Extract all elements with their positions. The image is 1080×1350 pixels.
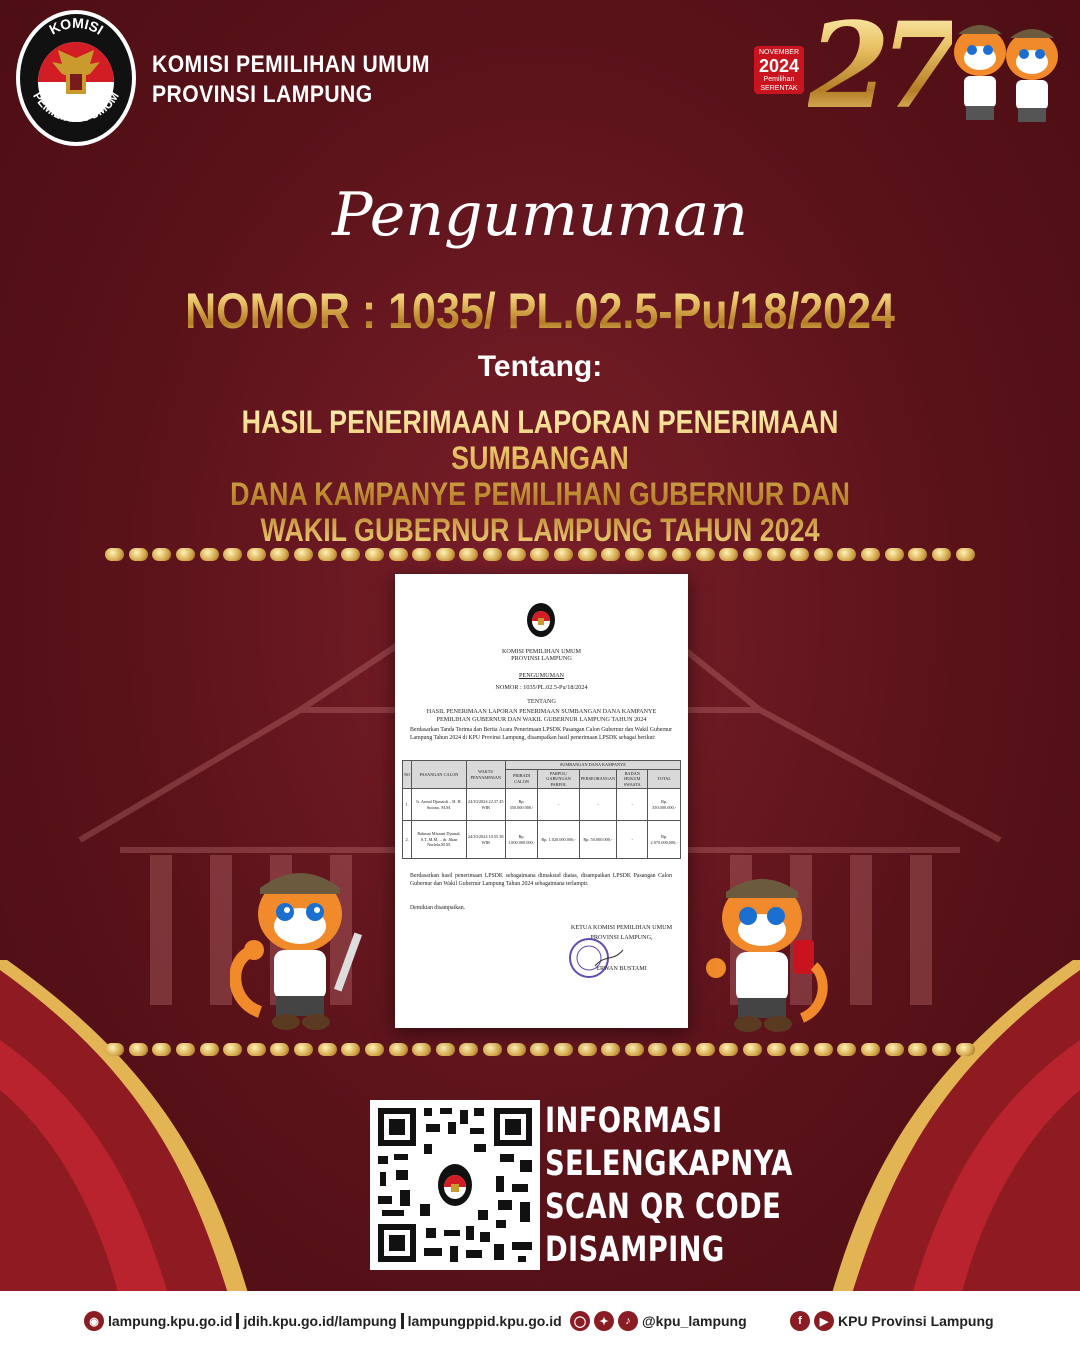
gold-dot — [200, 548, 219, 561]
gold-dot — [318, 548, 337, 561]
twitter-icon[interactable]: ✦ — [594, 1311, 614, 1331]
divider — [401, 1313, 404, 1329]
doc-sign1: KETUA KOMISI PEMILIHAN UMUM — [570, 924, 673, 931]
gold-dot — [459, 548, 478, 561]
gold-dot — [932, 1043, 951, 1056]
gold-dots-divider-bottom — [105, 1043, 975, 1057]
gold-dot — [270, 1043, 289, 1056]
gold-dot — [743, 1043, 762, 1056]
gold-dot — [341, 1043, 360, 1056]
th-badan: BADAN HUKUM SWASTA — [617, 769, 648, 789]
gold-dot — [956, 1043, 975, 1056]
subject-line2: DANA KAMPANYE PEMILIHAN GUBERNUR DAN — [230, 476, 850, 512]
cell-waktu: 24/10/2024 10.55.38 WIB — [466, 821, 505, 859]
facebook-icon[interactable]: f — [790, 1311, 810, 1331]
date-number: 27 — [808, 0, 953, 135]
gold-dot — [483, 1043, 502, 1056]
gold-dot — [223, 548, 242, 561]
table-row — [403, 789, 681, 821]
gold-dot — [389, 1043, 408, 1056]
gold-dot — [483, 548, 502, 561]
organization-name — [152, 50, 430, 110]
gold-dot — [861, 548, 880, 561]
gold-dot — [578, 548, 597, 561]
gold-dot — [696, 548, 715, 561]
doc-closing2: Demikian disampaikan. — [410, 905, 466, 911]
table-header-row — [403, 761, 681, 770]
gold-dot — [696, 1043, 715, 1056]
divider — [236, 1313, 239, 1329]
gold-dot — [530, 548, 549, 561]
th-no: NO — [403, 761, 412, 789]
qr-code-icon[interactable] — [370, 1100, 540, 1270]
pilkada-line2: SERENTAK — [760, 85, 798, 92]
announcement-subject — [204, 404, 876, 548]
doc-nomor: NOMOR : 1035/PL.02.5-Pu/18/2024 — [495, 684, 588, 691]
cell-parpol: - — [538, 789, 579, 821]
gold-dot — [459, 1043, 478, 1056]
doc-subject1: HASIL PENERIMAAN LAPORAN PENERIMAAN SUMBANGAN DANA KAMPANYE — [426, 708, 657, 715]
th-perseorangan: PERSEORANGAN — [579, 769, 616, 789]
gold-dot — [318, 1043, 337, 1056]
gold-dot — [767, 548, 786, 561]
gold-dot — [341, 548, 360, 561]
footer-bar — [0, 1291, 1080, 1350]
cell-waktu: 24/10/2024 22.37.45 WIB — [466, 789, 505, 821]
cell-no: 1. — [403, 789, 412, 821]
gold-dot — [365, 548, 384, 561]
cell-badan: - — [617, 789, 648, 821]
th-waktu: WAKTU PENYAMPAIAN — [466, 761, 505, 789]
gold-dot — [601, 548, 620, 561]
gold-dot — [648, 548, 667, 561]
gold-dot — [837, 1043, 856, 1056]
gold-dot — [530, 1043, 549, 1056]
logo-arc-bottom: PEMILIHAN UMUM — [30, 89, 122, 126]
org-line2: PROVINSI LAMPUNG — [152, 81, 373, 108]
globe-icon: ◉ — [84, 1311, 104, 1331]
cell-parpol: Rp. 1.020.000.000,- — [538, 821, 579, 859]
doc-signer: ERWAN BUSTAMI — [596, 965, 647, 972]
doc-subject2: PEMILIHAN GUBERNUR DAN WAKIL GUBERNUR LAMPUNG TAHUN 2024 — [436, 716, 647, 723]
gold-dot — [814, 548, 833, 561]
gold-dots-divider-top — [105, 548, 975, 562]
doc-intro: Berdasarkan Tanda Terima dan Berita Acara Penerimaan LPSDK Pasangan Calon Gubernur dan Wakil Gubernur Lampung Tahun 2024 di KPU Provinsi Lampung, disampaikan hasil penerimaan LPSDK sebagai berikut: — [410, 727, 672, 741]
gold-dot — [436, 1043, 455, 1056]
gold-dot — [554, 548, 573, 561]
cell-pasangan: Rahmat Mirzani Djausal, S.T.,M.M. – dr. Jihan Nurlela,M.M. — [412, 821, 467, 859]
gold-dot — [176, 548, 195, 561]
subject-line3: WAKIL GUBERNUR LAMPUNG TAHUN 2024 — [260, 512, 820, 548]
cell-perseorangan: - — [579, 789, 616, 821]
gold-dot — [105, 1043, 124, 1056]
gold-dot — [247, 548, 266, 561]
gold-dot — [507, 1043, 526, 1056]
tentang-label: Tentang: — [477, 350, 603, 383]
gold-dot — [129, 548, 148, 561]
gold-dot — [861, 1043, 880, 1056]
mascot-right-icon — [702, 868, 832, 1036]
gold-dot — [625, 1043, 644, 1056]
footer-page[interactable]: KPU Provinsi Lampung — [838, 1313, 994, 1329]
gold-dot — [885, 548, 904, 561]
gold-dot — [554, 1043, 573, 1056]
gold-dot — [743, 548, 762, 561]
mascot-pair-icon — [944, 12, 1066, 124]
tiktok-icon[interactable]: ♪ — [618, 1311, 638, 1331]
gold-dot — [672, 1043, 691, 1056]
th-parpol: PARPOL/ GABUNGAN PARPOL — [538, 769, 579, 789]
footer-site3[interactable]: lampungppid.kpu.go.id — [407, 1313, 562, 1329]
gold-dot — [837, 548, 856, 561]
gold-dot — [719, 548, 738, 561]
ribbon-right — [790, 960, 1080, 1300]
cell-badan: - — [617, 821, 648, 859]
announcement-document — [395, 574, 688, 1028]
gold-dot — [956, 548, 975, 561]
doc-org2: PROVINSI LAMPUNG — [511, 655, 572, 662]
qr-info-line2: SELENGKAPNYA — [545, 1144, 793, 1184]
gold-dot — [294, 548, 313, 561]
gold-dot — [932, 548, 951, 561]
gold-dot — [270, 548, 289, 561]
footer-site1[interactable]: lampung.kpu.go.id — [108, 1313, 233, 1329]
qr-info-line3: SCAN QR CODE — [545, 1187, 782, 1227]
pilkada-line1: Pemilihan — [763, 76, 795, 83]
cell-total: Rp. 350.000.000,- — [648, 789, 681, 821]
gold-dot — [365, 1043, 384, 1056]
cell-no: 2. — [403, 821, 412, 859]
th-group: SUMBANGAN DANA KAMPANYE — [505, 761, 680, 770]
qr-info-text — [545, 1100, 793, 1272]
gold-dot — [790, 548, 809, 561]
gold-dot — [601, 1043, 620, 1056]
doc-sign2: PROVINSI LAMPUNG, — [590, 934, 653, 941]
doc-tentang: TENTANG — [527, 698, 556, 705]
cell-pasangan: Ir. Arinal Djunaidi – H. H. Sutono, M.M. — [412, 789, 467, 821]
gold-dot — [436, 548, 455, 561]
gold-dot — [790, 1043, 809, 1056]
gold-dot — [389, 548, 408, 561]
doc-org1: KOMISI PEMILIHAN UMUM — [501, 648, 582, 655]
footer-page-name — [790, 1311, 994, 1331]
pilkada-badge — [754, 46, 804, 94]
announcement-number: NOMOR : 1035/ PL.02.5-Pu/18/2024 — [76, 282, 1005, 340]
gold-dot — [412, 1043, 431, 1056]
lpsdk-table — [402, 760, 681, 859]
gold-dot — [767, 1043, 786, 1056]
logo-arc-top: KOMISI — [46, 14, 107, 38]
gold-dot — [625, 548, 644, 561]
gold-dot — [176, 1043, 195, 1056]
doc-kpu-logo-icon — [526, 602, 556, 638]
pilkada-month: NOVEMBER — [758, 49, 800, 56]
cell-total: Rp. 2.070.000.000,- — [648, 821, 681, 859]
kpu-logo — [14, 8, 138, 150]
gold-dot — [719, 1043, 738, 1056]
gold-dot — [294, 1043, 313, 1056]
gold-dot — [247, 1043, 266, 1056]
gold-dot — [200, 1043, 219, 1056]
doc-stamp-icon — [565, 936, 625, 980]
gold-dot — [152, 548, 171, 561]
cell-pribadi: Rp. 1.000.000.000,- — [505, 821, 538, 859]
doc-heading: PENGUMUMAN — [518, 672, 565, 679]
th-total: TOTAL — [648, 769, 681, 789]
gold-dot — [578, 1043, 597, 1056]
gold-dot — [672, 548, 691, 561]
footer-social-handle — [570, 1311, 747, 1331]
th-pasangan: PASANGAN CALON — [412, 761, 467, 789]
doc-closing: Berdasarkan hasil penerimaan LPSDK sebagaimana dimaksud diatas, disampaikan LPSDK Pasangan Calon Gubernur dan Wakil Gubernur Lampung Tahun 2024 sebagaimana terlampir. — [410, 873, 672, 887]
gold-dot — [885, 1043, 904, 1056]
instagram-icon[interactable]: ◯ — [570, 1311, 590, 1331]
table-row — [403, 821, 681, 859]
gold-dot — [908, 1043, 927, 1056]
gold-dot — [908, 548, 927, 561]
gold-dot — [648, 1043, 667, 1056]
footer-site2[interactable]: jdih.kpu.go.id/lampung — [243, 1313, 397, 1329]
org-line1: KOMISI PEMILIHAN UMUM — [152, 51, 430, 78]
gold-dot — [223, 1043, 242, 1056]
cell-perseorangan: Rp. 50.000.000,- — [579, 821, 616, 859]
subject-line1: HASIL PENERIMAAN LAPORAN PENERIMAAN SUMBANGAN — [241, 404, 839, 476]
th-pribadi: PRIBADI CALON — [505, 769, 538, 789]
announcement-script-title: Pengumuman — [332, 180, 748, 250]
footer-handle[interactable]: @kpu_lampung — [642, 1313, 747, 1329]
gold-dot — [105, 548, 124, 561]
cell-pribadi: Rp. 350.000.000,- — [505, 789, 538, 821]
footer-websites — [84, 1311, 562, 1331]
gold-dot — [814, 1043, 833, 1056]
qr-info-line4: DISAMPING — [545, 1230, 725, 1270]
mascot-left-icon — [230, 862, 380, 1034]
gold-dot — [507, 548, 526, 561]
youtube-icon[interactable]: ▶ — [814, 1311, 834, 1331]
gold-dot — [412, 548, 431, 561]
pilkada-year: 2024 — [758, 56, 800, 76]
qr-info-line1: INFORMASI — [545, 1101, 723, 1141]
gold-dot — [129, 1043, 148, 1056]
gold-dot — [152, 1043, 171, 1056]
